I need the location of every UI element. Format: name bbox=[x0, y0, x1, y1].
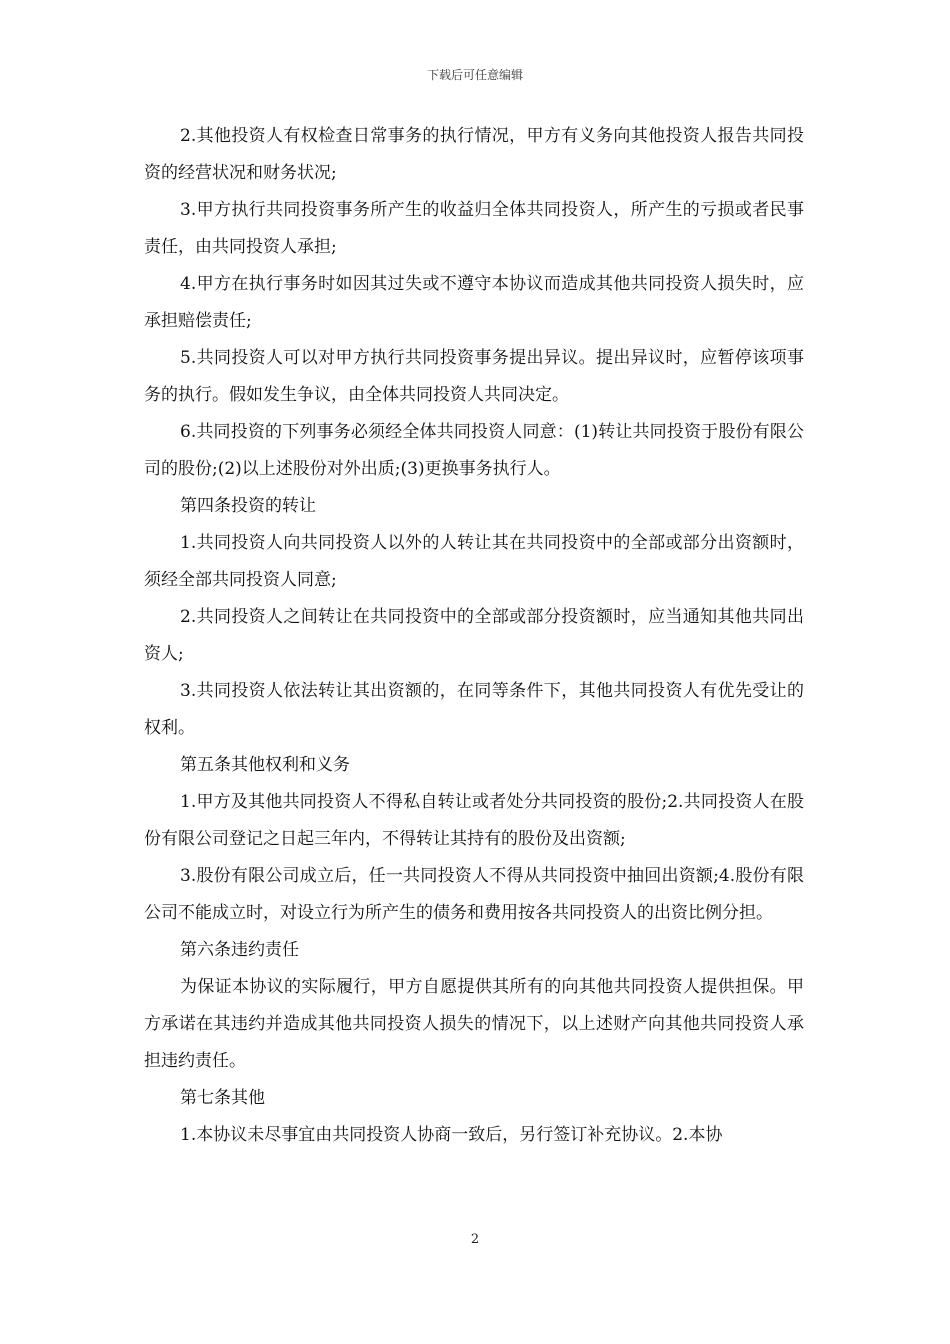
paragraph-clause-5-1-2: 1.甲方及其他共同投资人不得私自转让或者处分共同投资的股份;2.共同投资人在股份有限公司登记之日起三年内，不得转让其持有的股份及出资额; bbox=[144, 792, 804, 849]
paragraph-article-6-body: 为保证本协议的实际履行，甲方自愿提供其所有的向其他共同投资人提供担保。甲方承诺在其违约并造成其他共同投资人损失的情况下，以上述财产向其他共同投资人承担违约责任。 bbox=[144, 977, 804, 1071]
section-heading-article-5: 第五条其他权利和义务 bbox=[180, 755, 350, 775]
paragraph-clause-3-3: 3.甲方执行共同投资事务所产生的收益归全体共同投资人，所产生的亏损或者民事责任，由共同投资人承担; bbox=[144, 200, 804, 257]
paragraph-clause-7-1: 1.本协议未尽事宜由共同投资人协商一致后，另行签订补充协议。2.本协 bbox=[180, 1125, 723, 1145]
paragraph-clause-4-3: 3.共同投资人依法转让其出资额的，在同等条件下，其他共同投资人有优先受让的权利。 bbox=[144, 681, 804, 738]
paragraph-clause-3-2: 2.其他投资人有权检查日常事务的执行情况，甲方有义务向其他投资人报告共同投资的经营状况和财务状况; bbox=[144, 126, 804, 183]
section-heading-article-7: 第七条其他 bbox=[180, 1088, 265, 1108]
page-header: 下载后可任意编辑 bbox=[426, 68, 523, 82]
paragraph-clause-4-1: 1.共同投资人向共同投资人以外的人转让其在共同投资中的全部或部分出资额时，须经全部共同投资人同意; bbox=[144, 533, 804, 590]
paragraph-clause-5-3-4: 3.股份有限公司成立后，任一共同投资人不得从共同投资中抽回出资额;4.股份有限公司不能成立时，对设立行为所产生的债务和费用按各共同投资人的出资比例分担。 bbox=[144, 866, 804, 923]
document-body bbox=[144, 118, 804, 1154]
paragraph-clause-3-5: 5.共同投资人可以对甲方执行共同投资事务提出异议。提出异议时，应暂停该项事务的执行。假如发生争议，由全体共同投资人共同决定。 bbox=[144, 348, 804, 405]
paragraph-clause-3-4: 4.甲方在执行事务时如因其过失或不遵守本协议而造成其他共同投资人损失时，应承担赔偿责任; bbox=[144, 274, 804, 331]
section-heading-article-6: 第六条违约责任 bbox=[180, 940, 299, 960]
page-number: 2 bbox=[470, 1232, 480, 1247]
paragraph-clause-3-6: 6.共同投资的下列事务必须经全体共同投资人同意：(1)转让共同投资于股份有限公司的股份;(2)以上述股份对外出质;(3)更换事务执行人。 bbox=[144, 422, 804, 479]
paragraph-clause-4-2: 2.共同投资人之间转让在共同投资中的全部或部分投资额时，应当通知其他共同出资人; bbox=[144, 607, 804, 664]
section-heading-article-4: 第四条投资的转让 bbox=[180, 496, 316, 516]
